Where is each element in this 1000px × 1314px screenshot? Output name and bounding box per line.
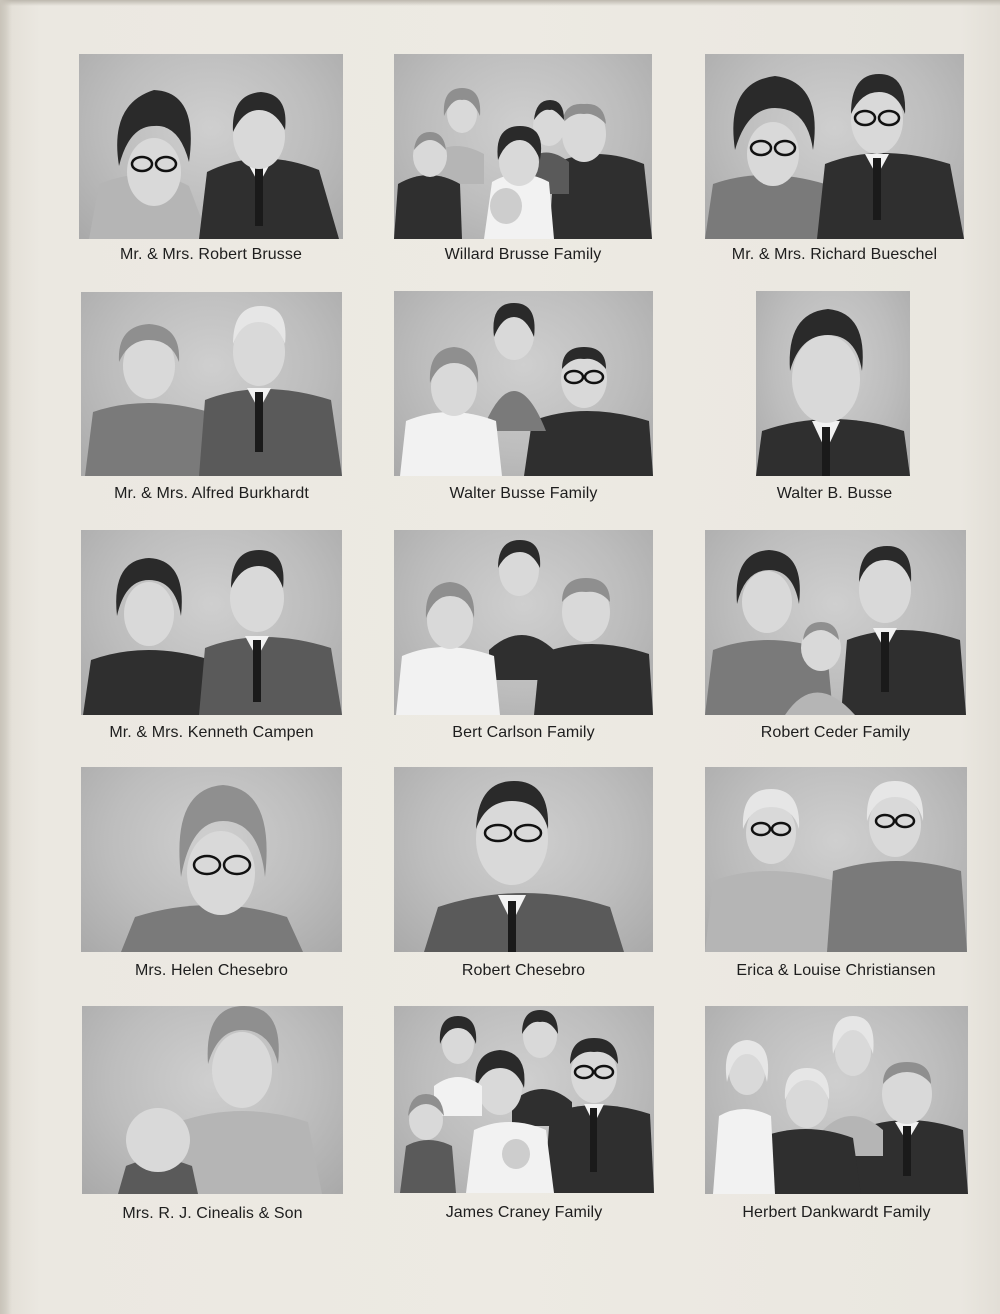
portrait-caption: Walter Busse Family <box>449 485 598 502</box>
portrait-photo-herbert-dankwardt-family <box>705 1006 968 1194</box>
portrait-photo-robert-brusse <box>79 54 343 239</box>
portrait-photo-alfred-burkhardt <box>81 292 342 476</box>
portrait-caption: Mr. & Mrs. Robert Brusse <box>120 246 302 263</box>
portrait-photo-robert-ceder-family <box>705 530 966 715</box>
portrait-caption: Robert Chesebro <box>461 962 586 979</box>
portrait-caption: Mr. & Mrs. Richard Bueschel <box>731 246 938 263</box>
portrait-photo-cinealis <box>82 1006 343 1194</box>
portrait-caption: Herbert Dankwardt Family <box>742 1204 931 1221</box>
portrait-caption: James Craney Family <box>445 1204 603 1221</box>
portrait-photo-robert-chesebro <box>394 767 653 952</box>
portrait-photo-walter-b-busse <box>756 291 910 476</box>
portrait-photo-james-craney-family <box>394 1006 654 1193</box>
page-binding-shadow <box>0 0 12 1314</box>
portrait-caption: Mr. & Mrs. Alfred Burkhardt <box>114 485 309 502</box>
portrait-caption: Mrs. R. J. Cinealis & Son <box>122 1205 303 1222</box>
portrait-photo-kenneth-campen <box>81 530 342 715</box>
portrait-caption: Bert Carlson Family <box>452 724 595 741</box>
portrait-photo-walter-busse-family <box>394 291 653 476</box>
portrait-photo-christiansen <box>705 767 967 952</box>
portrait-caption: Erica & Louise Christiansen <box>736 962 936 979</box>
portrait-caption: Willard Brusse Family <box>444 246 602 263</box>
portrait-caption: Walter B. Busse <box>776 485 893 502</box>
portrait-caption: Mrs. Helen Chesebro <box>134 962 289 979</box>
portrait-photo-bert-carlson-family <box>394 530 653 715</box>
portrait-photo-helen-chesebro <box>81 767 342 952</box>
portrait-caption: Robert Ceder Family <box>760 724 911 741</box>
portrait-caption: Mr. & Mrs. Kenneth Campen <box>109 724 314 741</box>
portrait-photo-richard-bueschel <box>705 54 964 239</box>
portrait-photo-willard-brusse <box>394 54 652 239</box>
